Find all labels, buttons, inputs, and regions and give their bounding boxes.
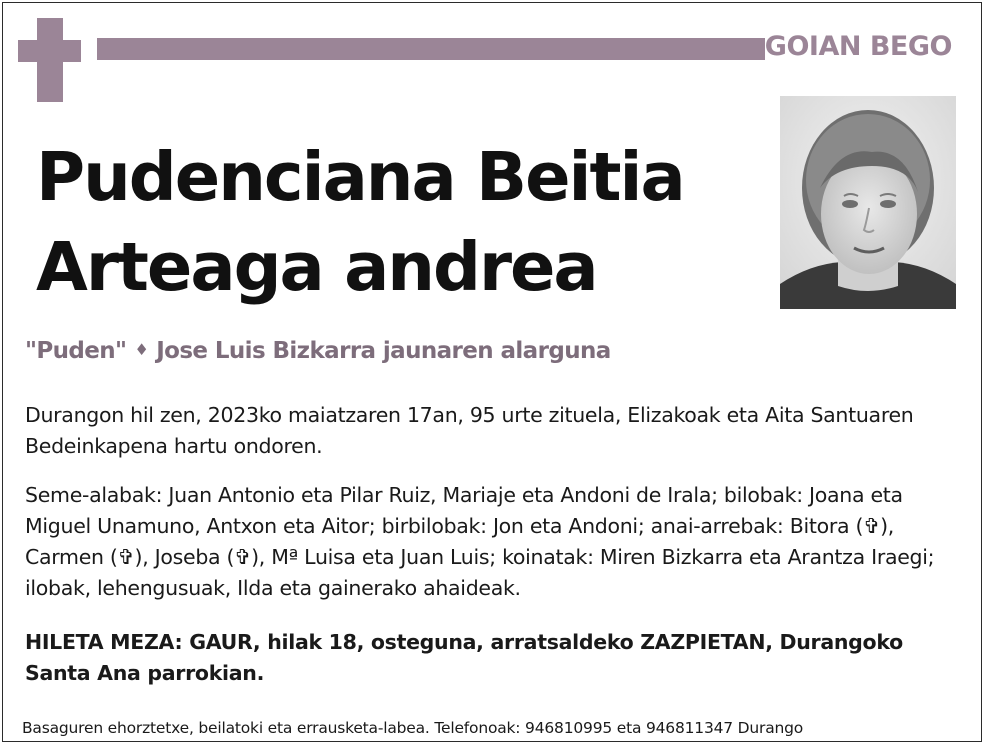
nickname: "Puden" — [25, 338, 127, 364]
deceased-name — [36, 132, 756, 312]
portrait-image — [780, 96, 956, 309]
deceased-name-line1: Pudenciana Beitia — [36, 138, 684, 216]
deceased-name-line2: Arteaga andrea — [36, 228, 597, 306]
cross-horizontal-bar — [18, 40, 81, 62]
header-rule — [97, 38, 765, 60]
deceased-portrait — [780, 96, 956, 309]
funeral-mass-paragraph: HILETA MEZA: GAUR, hilak 18, osteguna, arratsaldeko ZAZPIETAN, Durangoko Santa Ana parrokian. — [25, 630, 903, 685]
diamond-separator-icon: ♦ — [134, 340, 149, 359]
death-notice-paragraph: Durangon hil zen, 2023ko maiatzaren 17an, 95 urte zituela, Elizakoak eta Aita Santuaren Bedeinkapena hartu ondoren. — [25, 403, 914, 458]
funeral-home-footer: Basaguren ehorztetxe, beilatoki eta errausketa-labea. Telefonoak: 946810995 eta 946811347 Durango — [22, 719, 804, 737]
spouse-line: Jose Luis Bizkarra jaunaren alarguna — [156, 338, 611, 364]
family-paragraph: Seme-alabak: Juan Antonio eta Pilar Ruiz, Mariaje eta Andoni de Irala; bilobak: Joana eta Miguel Unamuno, Antxon eta Aitor; birbilobak: Jon eta Andoni; anai-arrebak: Bitora (✞), Carmen (✞), Joseba (✞), Mª Luisa eta Juan Luis; koinatak: Miren Bizkarra eta Arantza Iraegi; ilobak, lehengusuak, Ilda eta gainerako ahaideak. — [25, 483, 935, 600]
header-label: GOIAN BEGO — [764, 31, 952, 62]
subtitle-line — [25, 338, 611, 364]
